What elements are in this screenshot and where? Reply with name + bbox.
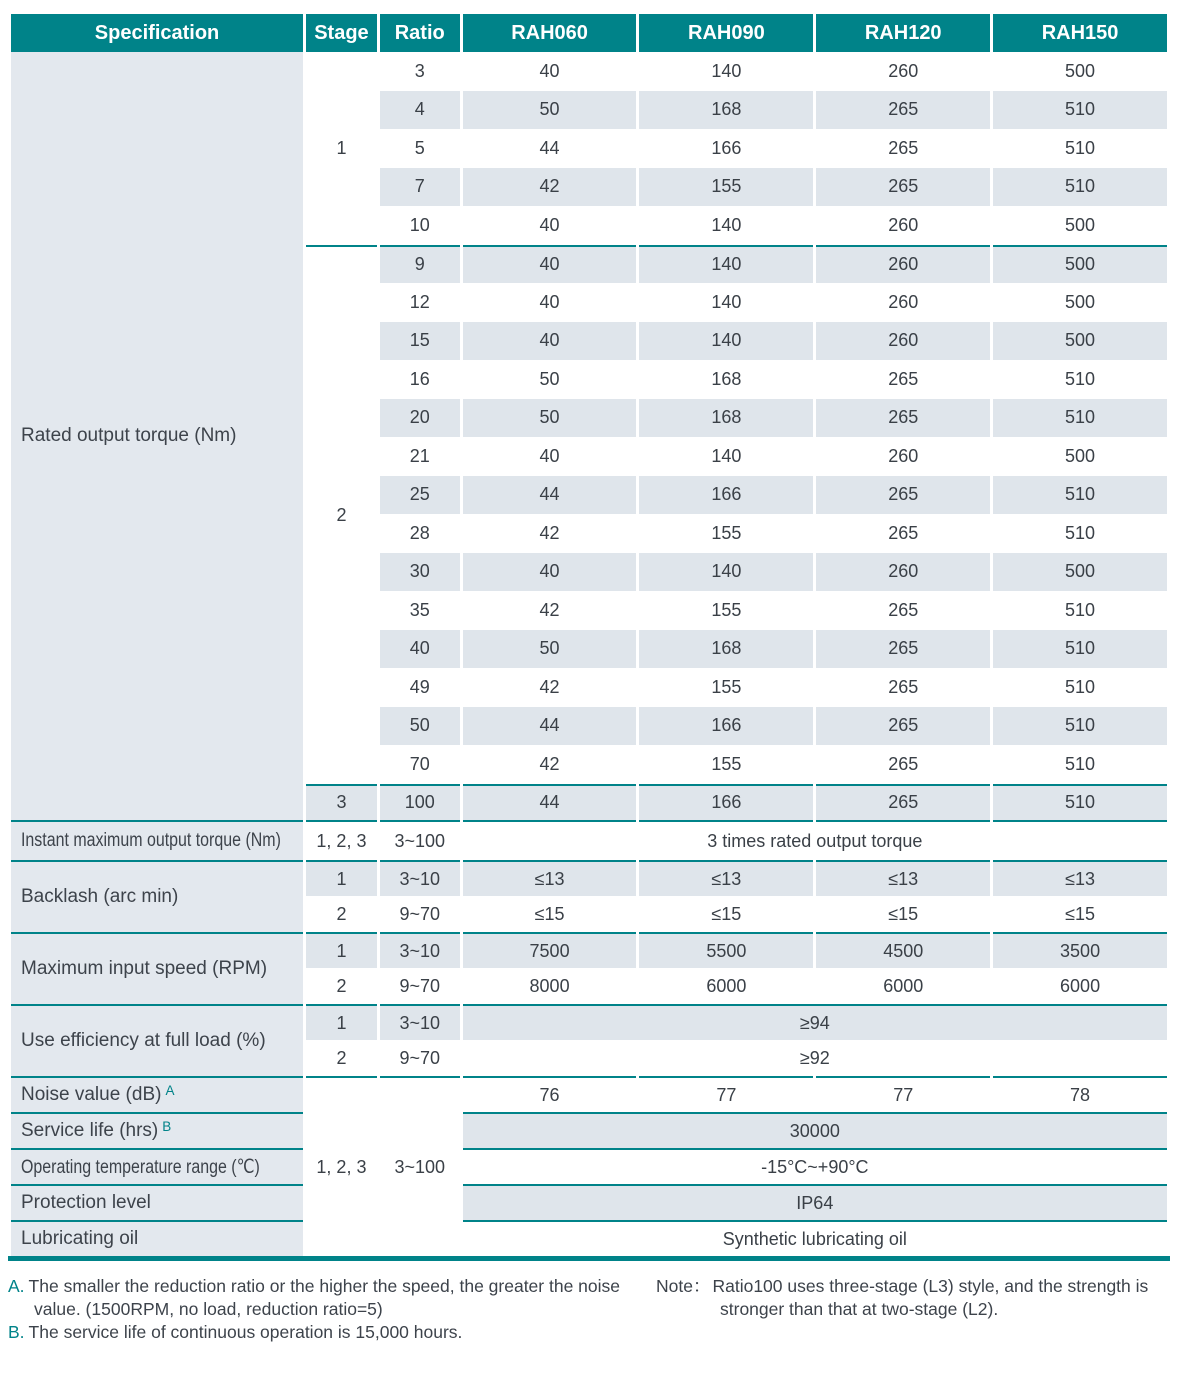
ratio-cell: 10 xyxy=(409,214,430,235)
value-cell: 265 xyxy=(816,91,990,130)
service-life-label: Service life (hrs) xyxy=(21,1120,159,1141)
ratio-cell: 3~10 xyxy=(380,932,460,968)
value-cell: 140 xyxy=(711,214,742,235)
temperature-row xyxy=(11,1148,1167,1184)
value-cell: 500 xyxy=(1065,445,1096,466)
value-cell: 265 xyxy=(816,630,990,669)
value-cell: ≥94 xyxy=(463,1004,1167,1040)
instant-max-label-cell xyxy=(11,822,303,860)
value-cell: 140 xyxy=(711,291,742,312)
footnote-a xyxy=(8,1275,626,1321)
value-cell: ≤13 xyxy=(816,860,990,896)
value-cell: 44 xyxy=(463,476,637,515)
value-cell: 265 xyxy=(888,753,919,774)
lubricating-oil-row xyxy=(11,1220,1167,1256)
header-cell-rah120: RAH120 xyxy=(816,14,990,52)
value-cell: 510 xyxy=(1065,522,1096,543)
value-cell: ≥92 xyxy=(799,1047,830,1068)
value-cell: 166 xyxy=(639,707,813,746)
value-cell: 168 xyxy=(639,91,813,130)
value-cell: 6000 xyxy=(706,975,747,996)
value-cell: 265 xyxy=(816,784,990,823)
max-speed-row-1 xyxy=(11,932,1167,968)
stage-cell: 1 xyxy=(306,1004,377,1040)
ratio-cell: 70 xyxy=(409,753,430,774)
protection-row xyxy=(11,1184,1167,1220)
value-cell: 260 xyxy=(888,214,919,235)
torque-body xyxy=(11,52,1167,822)
stage-cell: 2 xyxy=(336,903,347,924)
ratio-cell: 50 xyxy=(380,707,460,746)
footnote-b-text: The service life of continuous operation is 15,000 hours. xyxy=(28,1322,463,1343)
service-life-label-cell xyxy=(11,1112,303,1148)
ratio-cell: 21 xyxy=(409,445,430,466)
value-cell: -15°C~+90°C xyxy=(463,1148,1167,1184)
value-cell: 42 xyxy=(539,522,560,543)
value-cell: 265 xyxy=(888,522,919,543)
value-cell: ≤15 xyxy=(711,903,742,924)
value-cell: 265 xyxy=(816,168,990,207)
value-cell: 3500 xyxy=(993,932,1167,968)
instant-max-row xyxy=(11,822,1167,860)
torque-label-cell: Rated output torque (Nm) xyxy=(11,52,303,822)
value-cell: 40 xyxy=(539,60,560,81)
table-header xyxy=(11,14,1167,52)
value-cell: 50 xyxy=(539,368,560,389)
noise-label: Noise value (dB) xyxy=(21,1084,162,1105)
ratio-cell: 40 xyxy=(380,630,460,669)
value-cell: 76 xyxy=(463,1076,637,1112)
value-cell: 7500 xyxy=(463,932,637,968)
stage-cell: 2 xyxy=(306,245,377,784)
value-cell: 77 xyxy=(639,1076,813,1112)
value-cell: 510 xyxy=(1065,676,1096,697)
value-cell: 6000 xyxy=(1060,975,1101,996)
value-cell: 155 xyxy=(711,599,742,620)
ratio-cell: 3 xyxy=(414,60,425,81)
value-cell: 510 xyxy=(993,476,1167,515)
service-life-row xyxy=(11,1112,1167,1148)
value-cell: 500 xyxy=(993,553,1167,592)
value-cell: 168 xyxy=(639,399,813,438)
note xyxy=(656,1275,1166,1321)
stage-cell: 1, 2, 3 xyxy=(316,830,367,851)
value-cell: 500 xyxy=(1065,60,1096,81)
value-cell: 140 xyxy=(639,322,813,361)
value-cell: 510 xyxy=(1065,753,1096,774)
value-cell: 77 xyxy=(816,1076,990,1112)
value-cell: 155 xyxy=(711,753,742,774)
value-cell: 510 xyxy=(993,784,1167,823)
value-cell: 50 xyxy=(463,91,637,130)
efficiency-row-1 xyxy=(11,1004,1167,1040)
value-cell: Synthetic lubricating oil xyxy=(463,1220,1167,1256)
note-label: Note： xyxy=(656,1276,711,1296)
value-cell: 510 xyxy=(1065,599,1096,620)
ratio-cell: 20 xyxy=(380,399,460,438)
value-cell: 3 times rated output torque xyxy=(707,830,923,851)
ratio-cell: 3~100 xyxy=(394,830,445,851)
value-cell: 140 xyxy=(711,445,742,466)
value-cell: 40 xyxy=(463,553,637,592)
spec-table xyxy=(8,14,1170,1256)
value-cell: 260 xyxy=(888,60,919,81)
value-cell: 166 xyxy=(711,137,742,158)
value-cell: 510 xyxy=(993,91,1167,130)
value-cell: ≤13 xyxy=(463,860,637,896)
stage-cell: 1 xyxy=(336,137,347,158)
value-cell: 6000 xyxy=(883,975,924,996)
value-cell: 140 xyxy=(711,60,742,81)
stage-cell: 2 xyxy=(336,975,347,996)
ratio-cell: 9~70 xyxy=(399,1047,440,1068)
lubricating-oil-label-cell: Lubricating oil xyxy=(11,1220,303,1256)
value-cell: 44 xyxy=(463,707,637,746)
footnote-b xyxy=(8,1321,626,1344)
value-cell: 265 xyxy=(816,476,990,515)
value-cell: 510 xyxy=(993,168,1167,207)
header-cell-ratio: Ratio xyxy=(380,14,460,52)
value-cell: 42 xyxy=(539,753,560,774)
ratio-cell: 9~70 xyxy=(399,903,440,924)
value-cell: ≤15 xyxy=(534,903,565,924)
ratio-cell: 16 xyxy=(409,368,430,389)
max-speed-label-cell: Maximum input speed (RPM) xyxy=(11,932,303,1004)
value-cell: 5500 xyxy=(639,932,813,968)
value-cell: 30000 xyxy=(463,1112,1167,1148)
lower-body xyxy=(11,822,1167,1256)
efficiency-label-cell: Use efficiency at full load (%) xyxy=(11,1004,303,1076)
value-cell: 140 xyxy=(639,245,813,284)
value-cell: 265 xyxy=(888,137,919,158)
value-cell: 78 xyxy=(993,1076,1167,1112)
footnote-b-label: B. xyxy=(8,1322,25,1343)
ratio-cell: 9~70 xyxy=(399,975,440,996)
value-cell: 44 xyxy=(539,137,560,158)
stage-cell: 2 xyxy=(336,1047,347,1068)
noise-label-cell xyxy=(11,1076,303,1112)
stage-cell: 1 xyxy=(306,932,377,968)
instant-max-label: Instant maximum output torque (Nm) xyxy=(21,830,281,851)
ratio-cell: 7 xyxy=(380,168,460,207)
ratio-cell: 3~100 xyxy=(380,1076,460,1256)
header-cell-specification: Specification xyxy=(11,14,303,52)
temperature-label: Operating temperature range (℃) xyxy=(21,1156,260,1178)
value-cell: 42 xyxy=(539,599,560,620)
value-cell: ≤15 xyxy=(888,903,919,924)
value-cell: ≤15 xyxy=(1065,903,1096,924)
value-cell: 510 xyxy=(993,707,1167,746)
value-cell: 500 xyxy=(993,245,1167,284)
value-cell: 260 xyxy=(816,553,990,592)
ratio-cell: 49 xyxy=(409,676,430,697)
stage-cell: 3 xyxy=(306,784,377,823)
value-cell: 155 xyxy=(711,522,742,543)
value-cell: ≤13 xyxy=(639,860,813,896)
header-cell-rah090: RAH090 xyxy=(639,14,813,52)
value-cell: 8000 xyxy=(529,975,570,996)
ratio-cell: 5 xyxy=(414,137,425,158)
value-cell: 500 xyxy=(1065,214,1096,235)
value-cell: 166 xyxy=(639,784,813,823)
value-cell: 510 xyxy=(993,399,1167,438)
ratio-cell: 30 xyxy=(380,553,460,592)
footnote-a-text: The smaller the reduction ratio or the higher the speed, the greater the noise value. (1500RPM, no load, reduction ratio=5) xyxy=(28,1276,621,1320)
value-cell: 260 xyxy=(888,445,919,466)
footnote-a-label: A. xyxy=(8,1276,25,1296)
value-cell: 265 xyxy=(888,368,919,389)
value-cell: 500 xyxy=(1065,291,1096,312)
value-cell: 265 xyxy=(888,676,919,697)
value-cell: 42 xyxy=(539,676,560,697)
stage-cell: 1, 2, 3 xyxy=(306,1076,377,1256)
ratio-cell: 12 xyxy=(409,291,430,312)
value-cell: 44 xyxy=(463,784,637,823)
temperature-label-cell xyxy=(11,1148,303,1184)
value-cell: 260 xyxy=(888,291,919,312)
value-cell: IP64 xyxy=(463,1184,1167,1220)
footnotes-left xyxy=(8,1275,626,1344)
value-cell: 510 xyxy=(993,630,1167,669)
header-cell-stage: Stage xyxy=(306,14,377,52)
value-cell: 265 xyxy=(816,707,990,746)
value-cell: 50 xyxy=(463,399,637,438)
footnote-marker-b: B xyxy=(162,1119,172,1134)
value-cell: 40 xyxy=(463,245,637,284)
ratio-cell: 35 xyxy=(409,599,430,620)
backlash-label-cell: Backlash (arc min) xyxy=(11,860,303,932)
value-cell: 510 xyxy=(1065,137,1096,158)
value-cell: 40 xyxy=(539,214,560,235)
value-cell: 168 xyxy=(639,630,813,669)
header-cell-rah150: RAH150 xyxy=(993,14,1167,52)
ratio-cell: 25 xyxy=(380,476,460,515)
value-cell: 260 xyxy=(816,322,990,361)
footnotes-right xyxy=(656,1275,1166,1344)
value-cell: 40 xyxy=(539,445,560,466)
header-cell-rah060: RAH060 xyxy=(463,14,637,52)
value-cell: 500 xyxy=(993,322,1167,361)
value-cell: 140 xyxy=(639,553,813,592)
ratio-cell: 100 xyxy=(380,784,460,823)
value-cell: 168 xyxy=(711,368,742,389)
note-text: Ratio100 uses three-stage (L3) style, and the strength is stronger than that at two-stage (L2). xyxy=(712,1276,1149,1320)
torque-row xyxy=(11,52,1167,91)
ratio-cell: 15 xyxy=(380,322,460,361)
value-cell: 40 xyxy=(463,322,637,361)
header-row xyxy=(11,14,1167,52)
stage-cell: 1 xyxy=(306,860,377,896)
value-cell: 40 xyxy=(539,291,560,312)
value-cell: 265 xyxy=(888,599,919,620)
value-cell: 42 xyxy=(463,168,637,207)
noise-row xyxy=(11,1076,1167,1112)
backlash-row-1 xyxy=(11,860,1167,896)
footnote-marker-a: A xyxy=(165,1083,175,1098)
value-cell: 155 xyxy=(711,676,742,697)
value-cell: 265 xyxy=(816,399,990,438)
table-bottom-rule xyxy=(8,1256,1170,1261)
value-cell: 4500 xyxy=(816,932,990,968)
value-cell: 50 xyxy=(463,630,637,669)
ratio-cell: 3~10 xyxy=(380,860,460,896)
ratio-cell: 4 xyxy=(380,91,460,130)
footnotes xyxy=(8,1275,1170,1344)
value-cell: 510 xyxy=(1065,368,1096,389)
value-cell: 166 xyxy=(639,476,813,515)
ratio-cell: 9 xyxy=(380,245,460,284)
ratio-cell: 28 xyxy=(409,522,430,543)
protection-label-cell: Protection level xyxy=(11,1184,303,1220)
value-cell: 260 xyxy=(816,245,990,284)
value-cell: 155 xyxy=(639,168,813,207)
value-cell: ≤13 xyxy=(993,860,1167,896)
ratio-cell: 3~10 xyxy=(380,1004,460,1040)
